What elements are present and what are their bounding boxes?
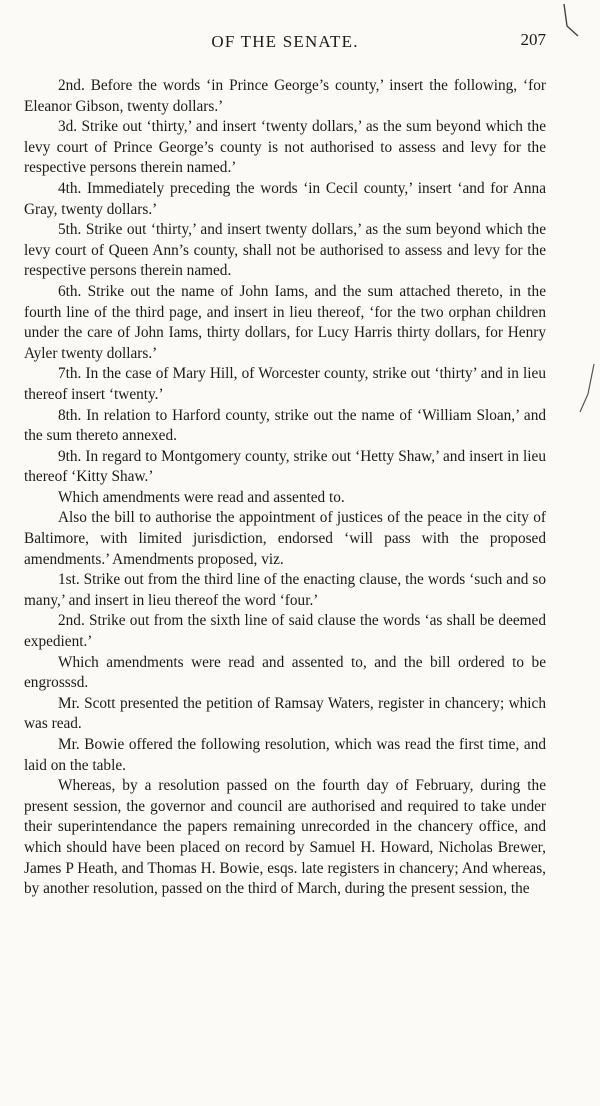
margin-pen-mark-icon: [578, 360, 598, 420]
paragraph: Mr. Scott presented the petition of Ramsay Waters, register in chancery; which was read.: [24, 694, 546, 733]
page-number: 207: [520, 30, 546, 49]
page-header: [24, 30, 546, 56]
paragraph: Which amendments were read and assented to, and the bill ordered to be engrosssd.: [24, 653, 546, 692]
paragraph: 8th. In relation to Harford county, strike out the name of ‘William Sloan,’ and the sum thereto annexed.: [24, 406, 546, 445]
body-text: [24, 76, 546, 900]
margin-pen-mark-icon: [560, 2, 584, 42]
paragraph: Which amendments were read and assented to.: [58, 488, 345, 506]
paragraph: 2nd. Strike out from the sixth line of said clause the words ‘as shall be deemed expedient.’: [24, 612, 546, 651]
running-head: OF THE SENATE.: [211, 32, 359, 51]
paragraph: 4th. Immediately preceding the words ‘in Cecil county,’ insert ‘and for Anna Gray, twenty dollars.’: [24, 179, 546, 218]
paragraph: Also the bill to authorise the appointment of justices of the peace in the city of Baltimore, with limited jurisdiction, endorsed ‘will pass with the proposed amendments.’ Amendments proposed, viz.: [24, 509, 546, 568]
paragraph: Mr. Bowie offered the following resolution, which was read the first time, and laid on the table.: [24, 736, 546, 774]
document-page: [24, 30, 546, 900]
paragraph: 3d. Strike out ‘thirty,’ and insert ‘twenty dollars,’ as the sum beyond which the levy court of Prince George’s county is not authorised to assess and levy for the respective persons therein named.’: [24, 118, 546, 177]
paragraph: 7th. In the case of Mary Hill, of Worcester county, strike out ‘thirty’ and in lieu thereof insert ‘twenty.’: [24, 365, 546, 403]
paragraph: 6th. Strike out the name of John Iams, and the sum attached thereto, in the fourth line of the third page, and insert in lieu thereof, ‘for the two orphan children under the care of John Iams, thirty dollars, for Lucy Harris thirty dollars, for Henry Ayler twenty dollars.’: [24, 282, 546, 362]
paragraph: 1st. Strike out from the third line of the enacting clause, the words ‘such and so many,’ and insert in lieu thereof the word ‘four.’: [24, 571, 546, 609]
paragraph: 5th. Strike out ‘thirty,’ and insert twenty dollars,’ as the sum beyond which the levy court of Queen Ann’s county, shall not be authorised to assess and levy for the respective persons therein named.: [24, 221, 546, 280]
paragraph: 2nd. Before the words ‘in Prince George’s county,’ insert the following, ‘for Eleanor Gibson, twenty dollars.’: [24, 77, 546, 115]
paragraph: 9th. In regard to Montgomery county, strike out ‘Hetty Shaw,’ and insert in lieu thereof ‘Kitty Shaw.’: [24, 447, 546, 486]
paragraph: Whereas, by a resolution passed on the fourth day of February, during the present session, the governor and council are authorised and required to take under their superintendance the papers remaining unrecorded in the chancery office, and which should have been placed on record by Samuel H. Howard, Nicholas Brewer, James P Heath, and Thomas H. Bowie, esqs. late registers in chancery; And whereas, by another resolution, passed on the third of March, during the present session, the: [24, 777, 546, 898]
